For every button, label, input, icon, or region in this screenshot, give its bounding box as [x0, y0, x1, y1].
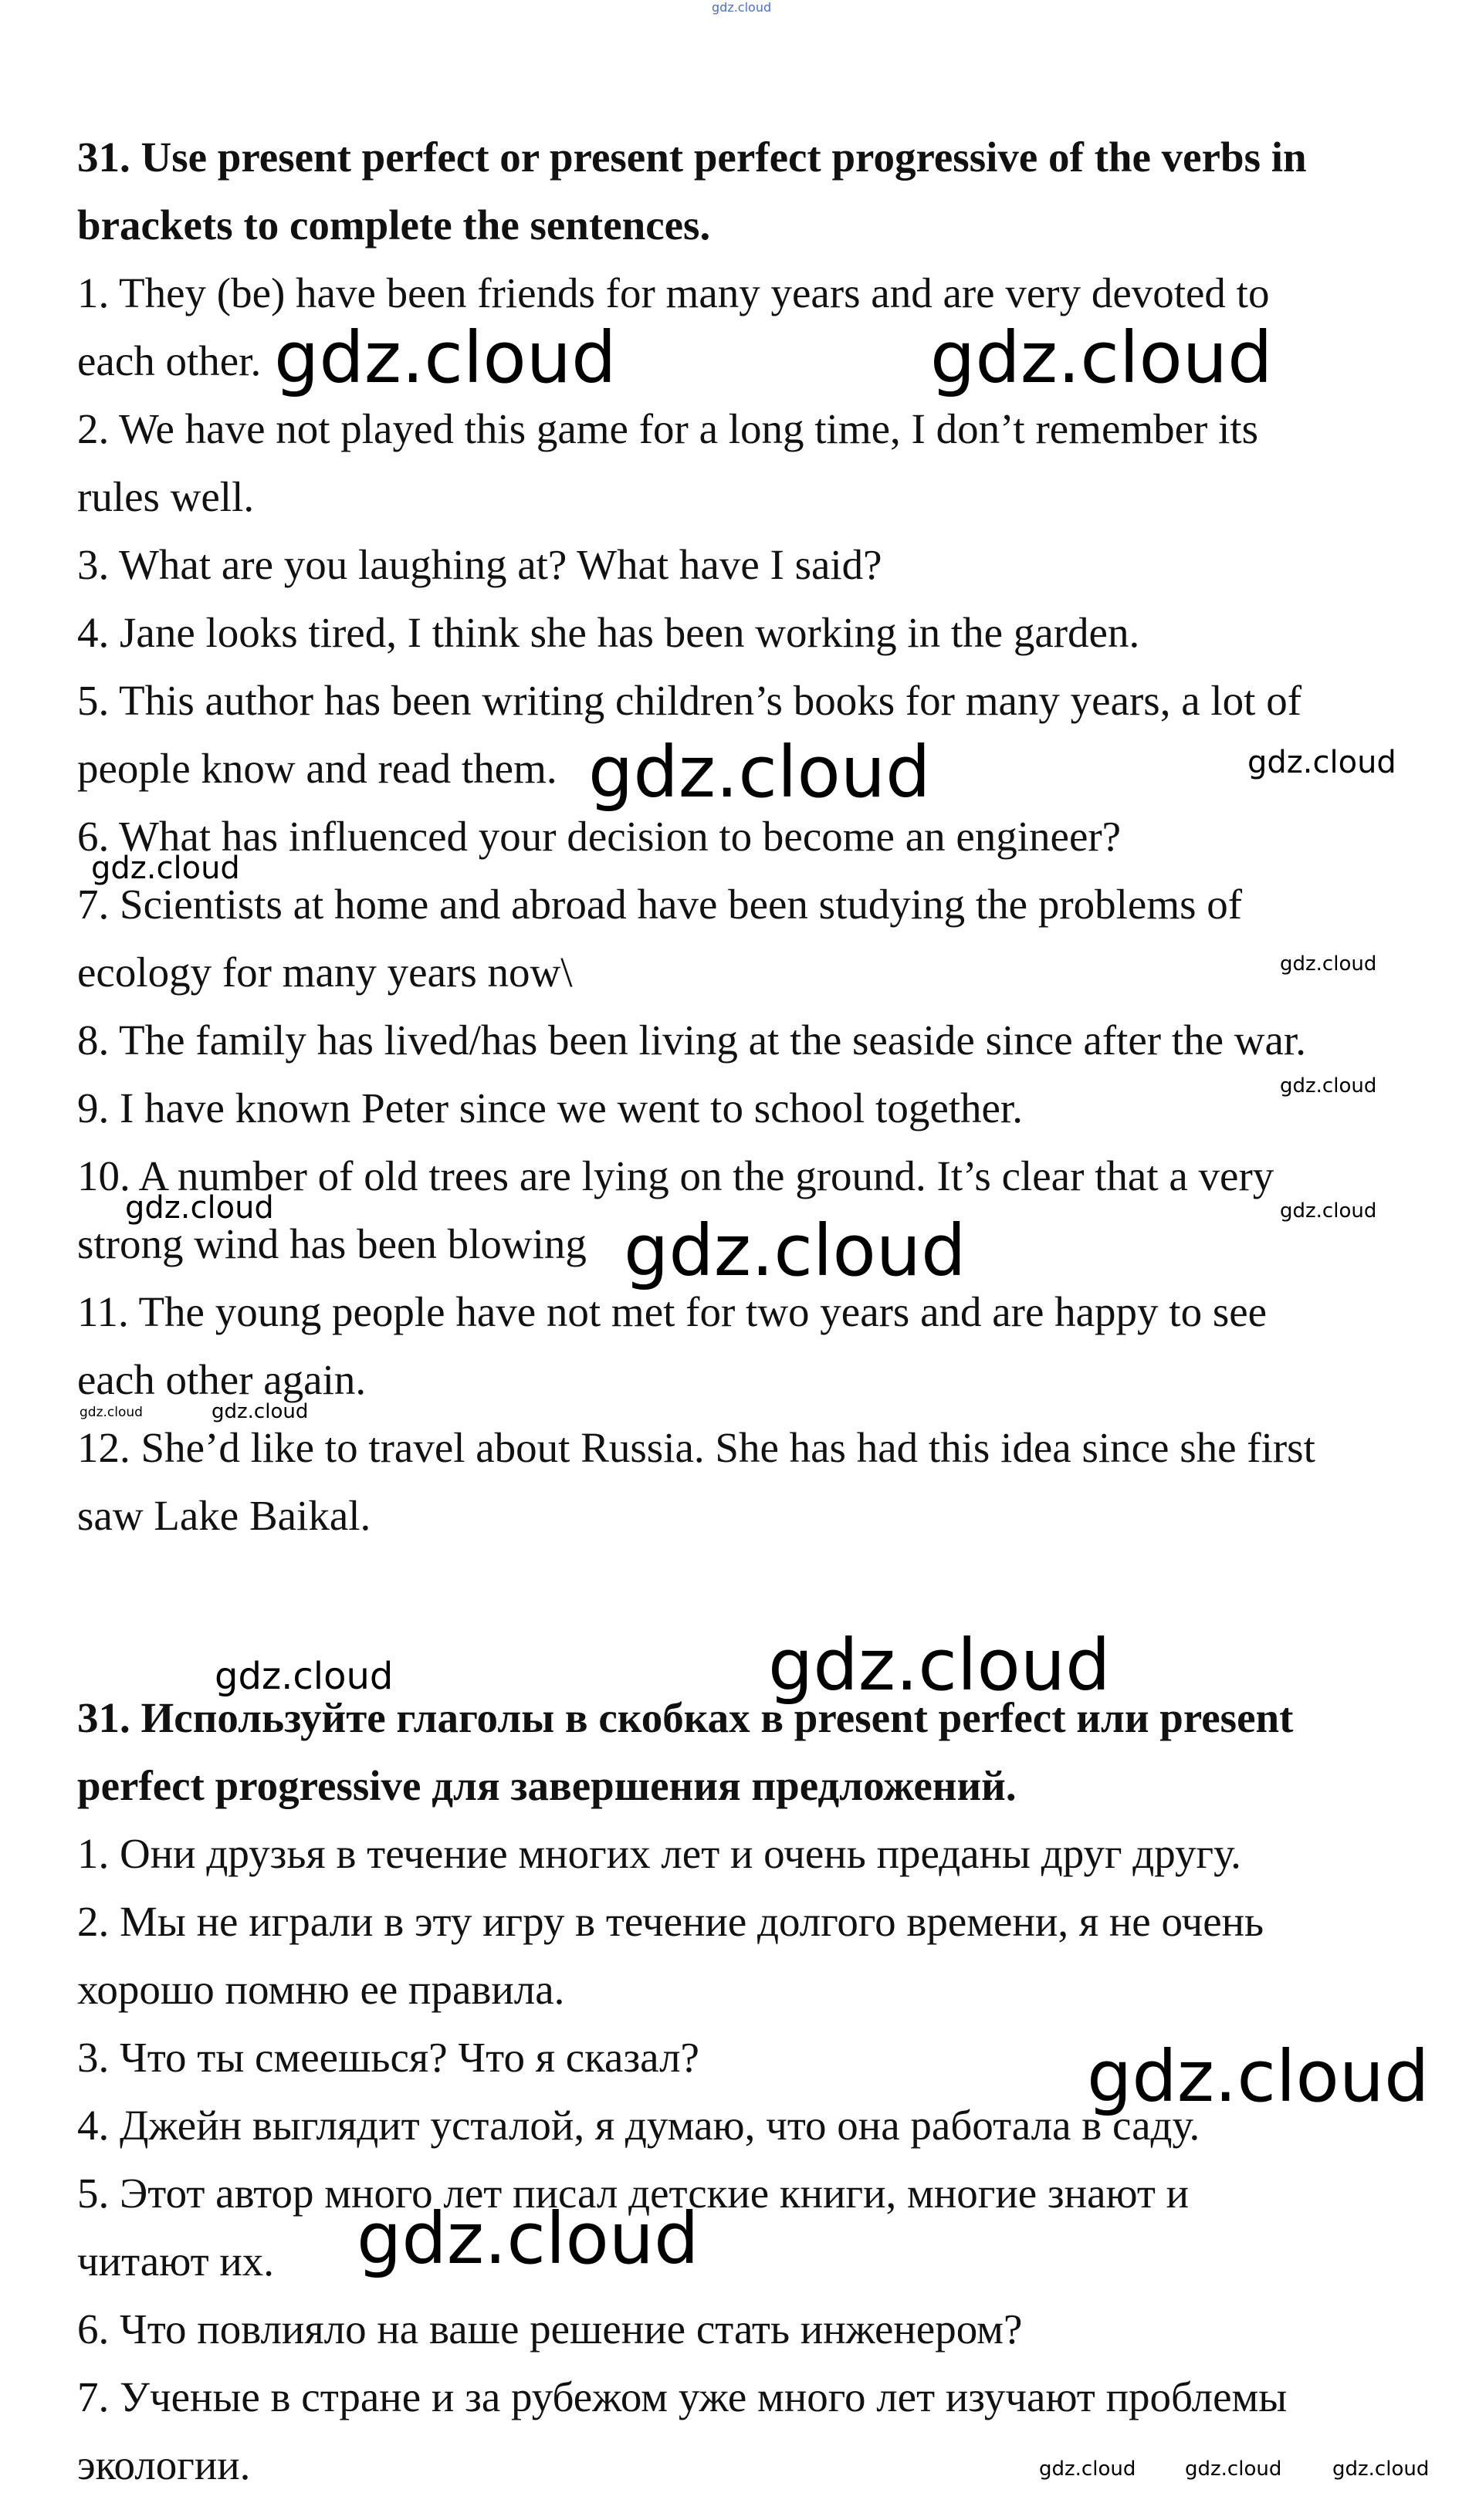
watermark: gdz.cloud — [1280, 1199, 1377, 1223]
russian-line: экологии. — [77, 2441, 251, 2488]
russian-line: 6. Что повлияло на ваше решение стать инженером? — [77, 2305, 1023, 2353]
english-line: 11. The young people have not met for two years and are happy to see — [77, 1288, 1268, 1335]
english-line: 4. Jane looks tired, I think she has been working in the garden. — [77, 609, 1140, 656]
english-line: 7. Scientists at home and abroad have been studying the problems of — [77, 881, 1243, 928]
english-line: 5. This author has been writing children’s books for many years, a lot of — [77, 677, 1302, 724]
watermark: gdz.cloud — [1087, 2035, 1430, 2118]
watermark: gdz.cloud — [91, 851, 240, 886]
watermark: gdz.cloud — [1280, 952, 1377, 976]
watermark: gdz.cloud — [930, 316, 1273, 399]
english-line: 1. They (be) have been friends for many years and are very devoted to — [77, 269, 1270, 316]
watermark: gdz.cloud — [1247, 745, 1396, 780]
watermark: gdz.cloud — [1185, 2457, 1282, 2481]
english-line: strong wind has been blowing — [77, 1220, 587, 1267]
english-title-line-1: 31. Use present perfect or present perfect progressive of the verbs in — [77, 134, 1307, 181]
russian-line: 2. Мы не играли в эту игру в течение долгого времени, я не очень — [77, 1898, 1264, 1945]
watermark: gdz.cloud — [215, 1655, 394, 1698]
english-line: saw Lake Baikal. — [77, 1492, 371, 1539]
russian-line: хорошо помню ее правила. — [77, 1966, 565, 2013]
russian-line: 4. Джейн выглядит усталой, я думаю, что она работала в саду. — [77, 2102, 1200, 2149]
russian-line: читают их. — [77, 2238, 275, 2285]
english-line: 9. I have known Peter since we went to school together. — [77, 1084, 1023, 1131]
russian-title-line-1: 31. Используйте глаголы в скобках в present perfect или present — [77, 1694, 1294, 1741]
watermark: gdz.cloud — [274, 316, 617, 399]
watermark: gdz.cloud — [80, 1405, 143, 1420]
watermark: gdz.cloud — [1280, 1074, 1377, 1098]
watermark: gdz.cloud — [588, 731, 931, 814]
watermark: gdz.cloud — [768, 1624, 1111, 1706]
russian-line: 1. Они друзья в течение многих лет и очень преданы друг другу. — [77, 1830, 1241, 1877]
english-line: 10. A number of old trees are lying on the ground. It’s clear that a very — [77, 1152, 1274, 1199]
english-line: 12. She’d like to travel about Russia. She has had this idea since she first — [77, 1424, 1315, 1471]
english-line: 8. The family has lived/has been living at the seaside since after the war. — [77, 1016, 1306, 1064]
watermark: gdz.cloud — [125, 1190, 274, 1226]
english-line: people know and read them. — [77, 745, 557, 792]
watermark: gdz.cloud — [624, 1209, 966, 1292]
english-line: rules well. — [77, 473, 255, 520]
russian-line: 7. Ученые в стране и за рубежом уже много лет изучают проблемы — [77, 2373, 1288, 2420]
russian-title-line-2: perfect progressive для завершения предложений. — [77, 1762, 1017, 1809]
english-line: each other. — [77, 337, 262, 384]
english-line: ecology for many years now\ — [77, 949, 573, 996]
english-title-line-2: brackets to complete the sentences. — [77, 201, 711, 249]
top-watermark: gdz.cloud — [712, 0, 772, 15]
watermark: gdz.cloud — [357, 2197, 699, 2280]
watermark: gdz.cloud — [212, 1400, 309, 1423]
english-line: 2. We have not played this game for a long time, I don’t remember its — [77, 405, 1259, 452]
russian-line: 3. Что ты смеешься? Что я сказал? — [77, 2034, 699, 2081]
english-line: 3. What are you laughing at? What have I said? — [77, 541, 882, 588]
english-line: 6. What has influenced your decision to become an engineer? — [77, 813, 1122, 860]
english-line: each other again. — [77, 1356, 367, 1403]
watermark: gdz.cloud — [1332, 2457, 1430, 2481]
russian-line: 5. Этот автор много лет писал детские книги, многие знают и — [77, 2170, 1190, 2217]
watermark: gdz.cloud — [1039, 2457, 1136, 2481]
